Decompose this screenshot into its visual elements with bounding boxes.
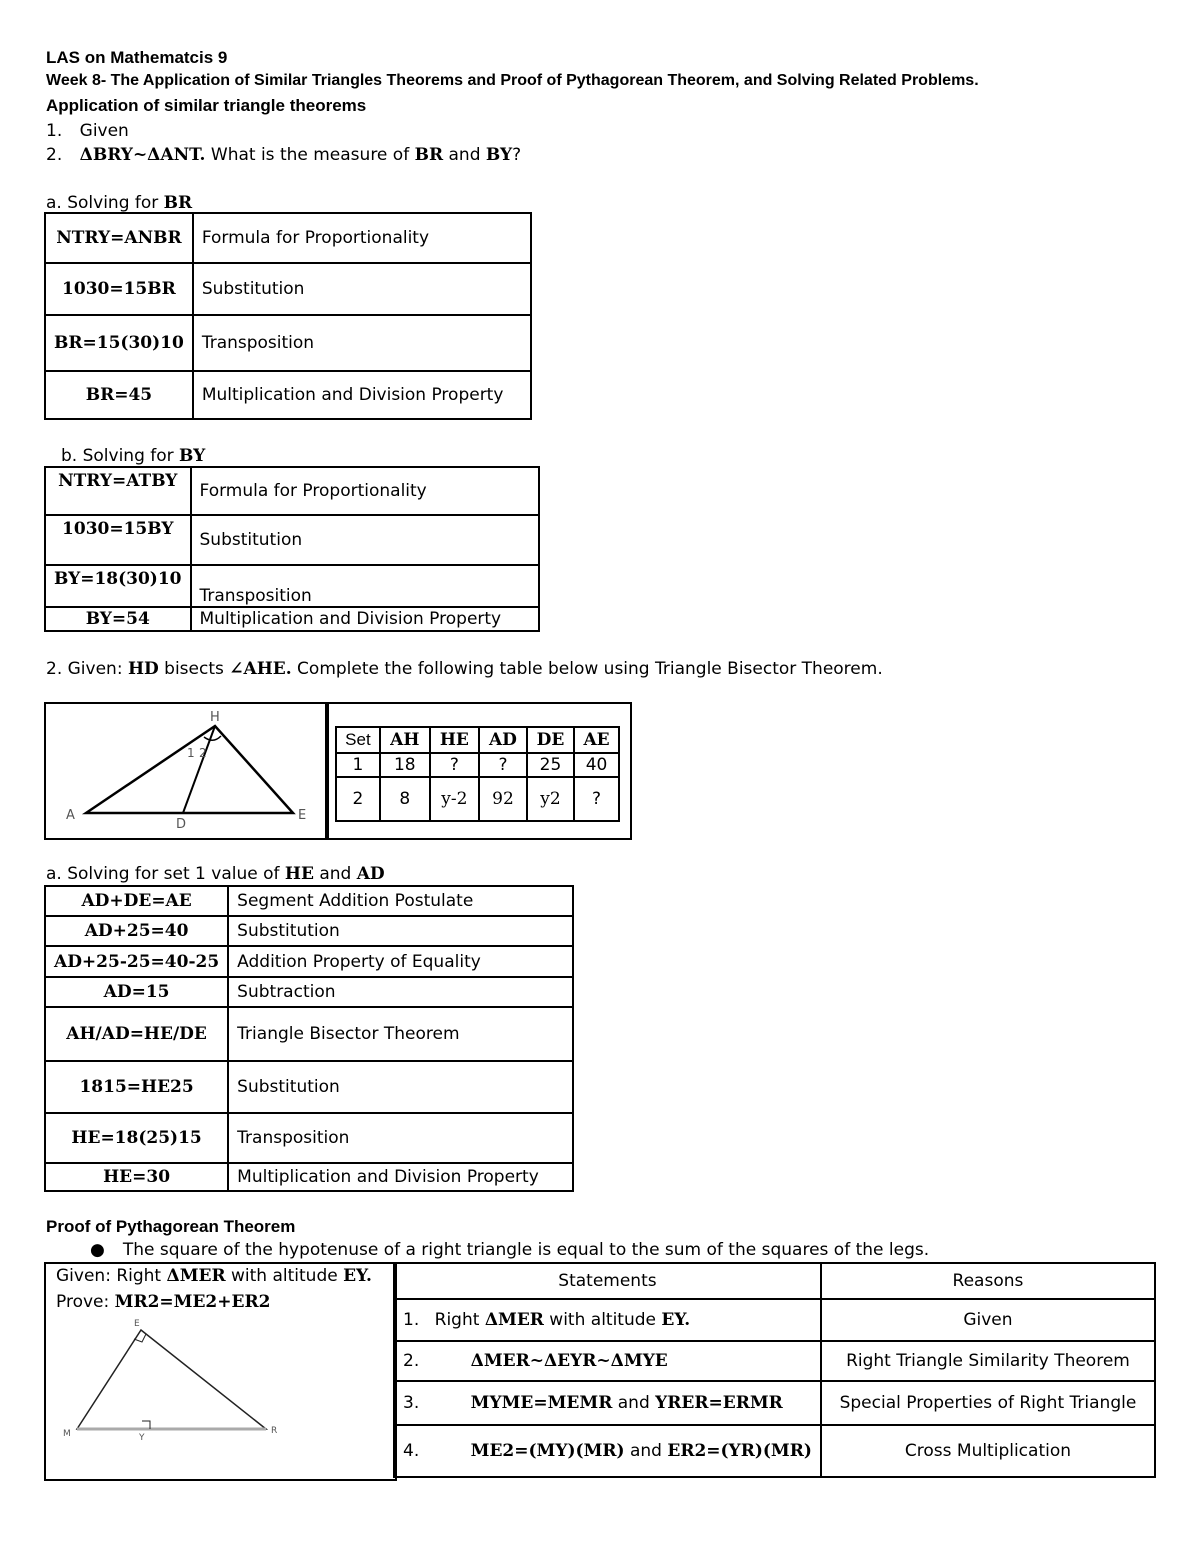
header-he: HE — [430, 727, 479, 753]
reason-cell: Transposition — [191, 565, 539, 607]
cell: 8 — [380, 777, 430, 821]
cell: 2 — [336, 777, 380, 821]
statement-f1: MYME=MEMR — [470, 1393, 613, 1413]
angle-ahe: ∠AHE. — [229, 659, 292, 679]
bisector-triangle-diagram — [46, 704, 327, 838]
table-row — [394, 1341, 1155, 1381]
pythagorean-heading: Proof of Pythagorean Theorem — [46, 1217, 296, 1236]
header-ad: AD — [479, 727, 527, 753]
cell: 25 — [527, 753, 574, 777]
question-mark: ? — [512, 145, 522, 165]
part-c-table — [44, 885, 574, 1192]
label-d: D — [176, 817, 187, 832]
item-number: 2. — [46, 145, 63, 165]
cell: 92 — [479, 777, 527, 821]
table-row — [45, 1163, 573, 1191]
table-header-row — [394, 1263, 1155, 1299]
angle-label-2: 2 — [199, 746, 207, 760]
statement-cell — [394, 1425, 821, 1477]
table-row — [45, 916, 573, 946]
formula-cell: HE=30 — [45, 1163, 228, 1191]
part-a-table — [44, 212, 532, 420]
angle-arc — [204, 736, 221, 740]
prove-formula: MR2=ME2+ER2 — [114, 1292, 271, 1312]
right-triangle-diagram — [46, 1312, 395, 1472]
doc-subtitle: Week 8- The Application of Similar Triangles Theorems and Proof of Pythagorean Theorem, and Solving Related Problems. — [46, 72, 979, 89]
bullet-text: The square of the hypotenuse of a right triangle is equal to the sum of the squares of the legs. — [122, 1240, 930, 1260]
reason-cell: Substitution — [193, 263, 531, 315]
reason-cell: Multiplication and Division Property — [191, 607, 539, 631]
formula-cell: AD+25-25=40-25 — [45, 946, 228, 977]
part-b-label — [61, 446, 205, 466]
table-row — [45, 467, 539, 515]
cell: ? — [574, 777, 619, 821]
reason-cell: Special Properties of Right Triangle — [821, 1381, 1155, 1425]
label-e: E — [134, 1319, 140, 1329]
formula-cell: NTRY=ATBY — [45, 467, 191, 515]
reason-cell: Multiplication and Division Property — [228, 1163, 573, 1191]
statement-f1: ΔMER~ΔEYR~ΔMYE — [470, 1351, 668, 1371]
table-row — [45, 515, 539, 565]
q3-post: Complete the following table below using Triangle Bisector Theorem. — [291, 659, 883, 679]
given-prove-box — [44, 1262, 397, 1481]
reason-cell: Formula for Proportionality — [191, 467, 539, 515]
given-triangle: ΔMER — [166, 1266, 226, 1286]
set-table — [335, 726, 620, 822]
item-1 — [46, 121, 129, 141]
reason-cell: Substitution — [228, 916, 573, 946]
part-b-table — [44, 466, 540, 632]
part-c-var2: AD — [356, 864, 385, 884]
question-text: What is the measure of — [210, 145, 415, 165]
cell: 40 — [574, 753, 619, 777]
table-row — [45, 977, 573, 1007]
statement-number: 4. — [403, 1441, 420, 1461]
part-c-var1: HE — [284, 864, 314, 884]
table-row — [394, 1425, 1155, 1477]
part-a-var: BR — [163, 193, 193, 213]
q3-pre: 2. Given: — [46, 659, 128, 679]
header-ah: AH — [380, 727, 430, 753]
statement-f1: ME2=(MY)(MR) — [470, 1441, 625, 1461]
given-altitude: EY. — [343, 1266, 372, 1286]
var-br: BR — [414, 145, 444, 165]
formula-cell: BR=45 — [45, 371, 193, 419]
bisector-hd — [183, 726, 215, 813]
triangle-mer — [77, 1330, 266, 1429]
reason-cell: Subtraction — [228, 977, 573, 1007]
header-ae: AE — [574, 727, 619, 753]
similarity-formula: ΔBRY~ΔANT. — [79, 145, 206, 165]
statement-cell — [394, 1381, 821, 1425]
statement-mid: with altitude — [543, 1310, 662, 1330]
formula-cell: AD=15 — [45, 977, 228, 1007]
cell: 18 — [380, 753, 430, 777]
var-by: BY — [485, 145, 513, 165]
item-2 — [46, 145, 521, 165]
reason-cell: Transposition — [193, 315, 531, 371]
item-text: Given — [79, 121, 129, 141]
table-header-row — [336, 727, 619, 753]
label-e: E — [298, 808, 307, 823]
table-row — [45, 1007, 573, 1061]
table-row — [45, 263, 531, 315]
proof-table — [393, 1262, 1156, 1478]
table-row — [336, 777, 619, 821]
reason-cell: Segment Addition Postulate — [228, 886, 573, 916]
part-c-and: and — [313, 864, 357, 884]
cell: ? — [479, 753, 527, 777]
label-h: H — [210, 710, 220, 725]
reason-cell: Formula for Proportionality — [193, 213, 531, 263]
given-mid: with altitude — [225, 1266, 344, 1286]
table-row — [394, 1299, 1155, 1341]
formula-cell: AH/AD=HE/DE — [45, 1007, 228, 1061]
reason-cell: Addition Property of Equality — [228, 946, 573, 977]
statement-mid: and — [624, 1441, 668, 1461]
formula-cell: NTRY=ANBR — [45, 213, 193, 263]
statement-f2: EY. — [661, 1310, 691, 1330]
table-row — [45, 1113, 573, 1163]
part-c-label — [46, 864, 385, 884]
doc-title: LAS on Mathematcis 9 — [46, 48, 228, 67]
table-row — [45, 213, 531, 263]
formula-cell: 1030=15BY — [45, 515, 191, 565]
reason-cell: Given — [821, 1299, 1155, 1341]
table-row — [394, 1381, 1155, 1425]
table-row — [45, 607, 539, 631]
statement-f2: YRER=ERMR — [655, 1393, 783, 1413]
table-row — [45, 565, 539, 607]
part-c-text: a. Solving for set 1 value of — [46, 864, 285, 884]
table-row — [45, 946, 573, 977]
part-b-var: BY — [179, 446, 206, 466]
statement-f1: ΔMER — [484, 1310, 544, 1330]
cell: y-2 — [430, 777, 479, 821]
header-de: DE — [527, 727, 574, 753]
reason-cell: Substitution — [191, 515, 539, 565]
reason-cell: Right Triangle Similarity Theorem — [821, 1341, 1155, 1381]
triangle-figure-box — [44, 702, 329, 840]
and-text: and — [443, 145, 486, 165]
part-a-label — [46, 193, 192, 213]
pythagorean-bullet — [90, 1240, 929, 1260]
statement-number: 3. — [403, 1393, 420, 1413]
prove-line — [56, 1292, 270, 1312]
label-r: R — [271, 1426, 278, 1436]
q3-mid: bisects — [158, 659, 230, 679]
formula-cell: 1030=15BR — [45, 263, 193, 315]
header-statements: Statements — [394, 1263, 821, 1299]
bisector-question — [46, 659, 883, 679]
part-b-text: b. Solving for — [61, 446, 180, 466]
formula-cell: BY=18(30)10 — [45, 565, 191, 607]
formula-cell: HE=18(25)15 — [45, 1113, 228, 1163]
bullet-icon: ● — [90, 1240, 105, 1260]
segment-hd: HD — [127, 659, 159, 679]
cell: y2 — [527, 777, 574, 821]
cell: 1 — [336, 753, 380, 777]
reason-cell: Triangle Bisector Theorem — [228, 1007, 573, 1061]
cell: ? — [430, 753, 479, 777]
formula-cell: 1815=HE25 — [45, 1061, 228, 1113]
part-a-text: a. Solving for — [46, 193, 164, 213]
reason-cell: Transposition — [228, 1113, 573, 1163]
table-row — [45, 886, 573, 916]
table-row — [336, 753, 619, 777]
reason-cell: Multiplication and Division Property — [193, 371, 531, 419]
reason-cell: Cross Multiplication — [821, 1425, 1155, 1477]
angle-label-1: 1 — [187, 746, 195, 760]
item-number: 1. — [46, 121, 63, 141]
label-y: Y — [139, 1433, 145, 1443]
statement-mid: and — [612, 1393, 656, 1413]
statement-number: 2. — [403, 1351, 420, 1371]
triangle-ahe — [86, 726, 293, 813]
statement-cell — [394, 1299, 821, 1341]
formula-cell: BR=15(30)10 — [45, 315, 193, 371]
prove-label: Prove: — [56, 1292, 115, 1312]
formula-cell: AD+DE=AE — [45, 886, 228, 916]
table-row — [45, 1061, 573, 1113]
given-line — [56, 1266, 372, 1286]
statement-f2: ER2=(YR)(MR) — [667, 1441, 812, 1461]
reason-cell: Substitution — [228, 1061, 573, 1113]
statement-pre: Right — [434, 1310, 485, 1330]
header-set: Set — [336, 727, 380, 753]
formula-cell: AD+25=40 — [45, 916, 228, 946]
label-a: A — [66, 808, 75, 823]
section-heading: Application of similar triangle theorems — [46, 96, 367, 115]
statement-cell — [394, 1341, 821, 1381]
table-row — [45, 315, 531, 371]
table-row — [45, 371, 531, 419]
given-label: Given: Right — [56, 1266, 167, 1286]
header-reasons: Reasons — [821, 1263, 1155, 1299]
statement-number: 1. — [403, 1310, 420, 1330]
label-m: M — [63, 1429, 71, 1439]
formula-cell: BY=54 — [45, 607, 191, 631]
